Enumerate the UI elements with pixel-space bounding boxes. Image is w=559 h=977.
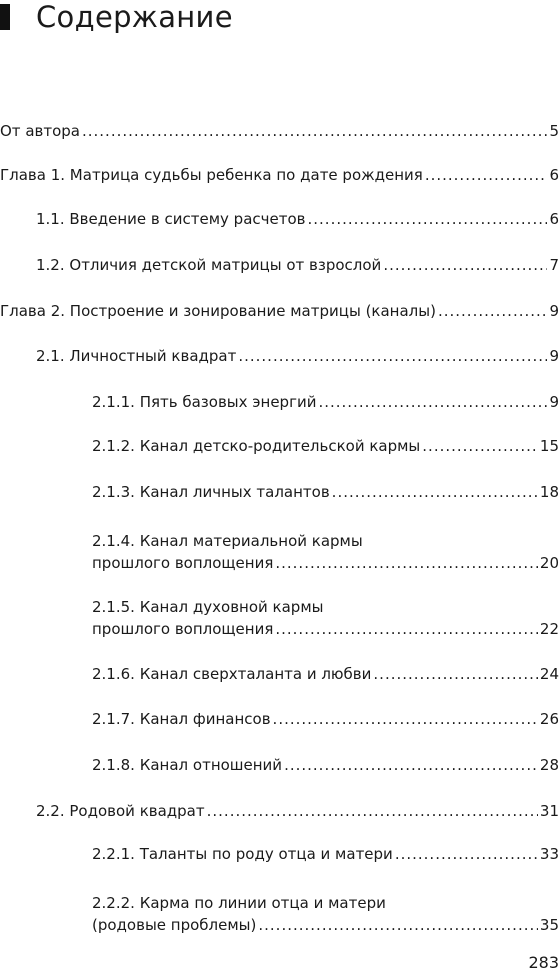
dot-leader xyxy=(258,914,538,936)
toc-entry-row xyxy=(36,208,559,230)
toc-entry-title: (родовые проблемы) xyxy=(92,916,257,934)
toc-entry xyxy=(92,663,559,685)
toc-entry-row xyxy=(92,754,559,776)
toc-entry-row xyxy=(92,435,559,457)
toc-entry-page: 6 xyxy=(549,166,559,184)
page-number: 283 xyxy=(528,953,559,972)
dot-leader xyxy=(238,345,547,367)
toc-entry-row xyxy=(36,254,559,276)
toc-entry xyxy=(0,164,559,186)
toc-entry xyxy=(92,754,559,776)
toc-entry-row xyxy=(92,708,559,730)
toc-entry-page: 22 xyxy=(539,620,559,638)
toc-entry xyxy=(36,345,559,367)
page-title: Содержание xyxy=(36,0,233,34)
toc-entry xyxy=(92,892,559,936)
toc-entry xyxy=(0,120,559,142)
toc-entry-title: 2.1.1. Пять базовых энергий xyxy=(92,393,317,411)
toc-entry xyxy=(36,254,559,276)
toc-entry xyxy=(92,530,559,574)
dot-leader xyxy=(373,663,538,685)
toc-entry-page: 28 xyxy=(539,756,559,774)
toc-entry xyxy=(36,800,559,822)
toc-entry-page: 33 xyxy=(539,845,559,863)
toc-entry-title-line: 2.2.2. Карма по линии отца и матери xyxy=(92,894,386,912)
toc-entry-row xyxy=(0,164,559,186)
toc-entry xyxy=(92,391,559,413)
toc-entry-page: 9 xyxy=(549,347,559,365)
toc-entry-row xyxy=(92,552,559,574)
toc-entry-title: 2.1. Личностный квадрат xyxy=(36,347,237,365)
toc-entry-page: 26 xyxy=(539,710,559,728)
toc-entry xyxy=(92,708,559,730)
dot-leader xyxy=(308,208,548,230)
toc-entry-page: 9 xyxy=(549,393,559,411)
toc-entry-title: 1.2. Отличия детской матрицы от взрослой xyxy=(36,256,382,274)
dot-leader xyxy=(207,800,538,822)
toc-entry-title: 2.2. Родовой квадрат xyxy=(36,802,205,820)
dot-leader xyxy=(438,300,547,322)
toc-entry xyxy=(92,596,559,640)
toc-entry xyxy=(92,435,559,457)
dot-leader xyxy=(395,843,538,865)
dot-leader xyxy=(273,708,538,730)
toc-entry-row xyxy=(92,391,559,413)
toc-entry-title: 1.1. Введение в систему расчетов xyxy=(36,210,306,228)
toc-entry-page: 35 xyxy=(539,916,559,934)
toc-entry-title-line: 2.1.5. Канал духовной кармы xyxy=(92,598,324,616)
dot-leader xyxy=(82,120,547,142)
section-heading xyxy=(0,0,233,34)
toc-entry-title: От автора xyxy=(0,122,80,140)
toc-entry-title: 2.1.3. Канал личных талантов xyxy=(92,483,330,501)
toc-entry-page: 15 xyxy=(539,437,559,455)
toc-entry-title: 2.1.6. Канал сверхталанта и любви xyxy=(92,665,372,683)
toc-entry-page: 7 xyxy=(549,256,559,274)
toc-entry xyxy=(0,300,559,322)
toc-entry-page: 5 xyxy=(549,122,559,140)
toc-entry-page: 9 xyxy=(549,302,559,320)
toc-entry xyxy=(92,481,559,503)
toc-entry-title: прошлого воплощения xyxy=(92,554,274,572)
toc-entry-title: прошлого воплощения xyxy=(92,620,274,638)
toc-entry-row xyxy=(0,300,559,322)
toc-entry-title: 2.1.8. Канал отношений xyxy=(92,756,283,774)
heading-marker-bar xyxy=(0,4,10,30)
dot-leader xyxy=(275,552,538,574)
toc-entry-page: 18 xyxy=(539,483,559,501)
dot-leader xyxy=(318,391,547,413)
toc-entry-row xyxy=(92,843,559,865)
toc-entry-row xyxy=(92,663,559,685)
toc-entry-page: 31 xyxy=(539,802,559,820)
toc-entry-row xyxy=(92,618,559,640)
toc-entry-row xyxy=(36,800,559,822)
dot-leader xyxy=(275,618,538,640)
toc-entry-title-line: 2.1.4. Канал материальной кармы xyxy=(92,532,363,550)
dot-leader xyxy=(422,435,538,457)
toc-entry xyxy=(36,208,559,230)
toc-entry-row xyxy=(36,345,559,367)
toc-entry xyxy=(92,843,559,865)
dot-leader xyxy=(332,481,538,503)
toc-entry-title: Глава 2. Построение и зонирование матрицы (каналы) xyxy=(0,302,436,320)
dot-leader xyxy=(383,254,547,276)
toc-entry-title: 2.1.7. Канал финансов xyxy=(92,710,271,728)
toc-entry-row xyxy=(92,914,559,936)
toc-entry-title: Глава 1. Матрица судьбы ребенка по дате рождения xyxy=(0,166,423,184)
toc-entry-title: 2.1.2. Канал детско-родительской кармы xyxy=(92,437,421,455)
toc-entry-page: 24 xyxy=(539,665,559,683)
toc-entry-title: 2.2.1. Таланты по роду отца и матери xyxy=(92,845,393,863)
toc-entry-page: 6 xyxy=(549,210,559,228)
dot-leader xyxy=(425,164,548,186)
toc-entry-row xyxy=(92,481,559,503)
dot-leader xyxy=(284,754,538,776)
toc-entry-row xyxy=(0,120,559,142)
toc-entry-page: 20 xyxy=(539,554,559,572)
